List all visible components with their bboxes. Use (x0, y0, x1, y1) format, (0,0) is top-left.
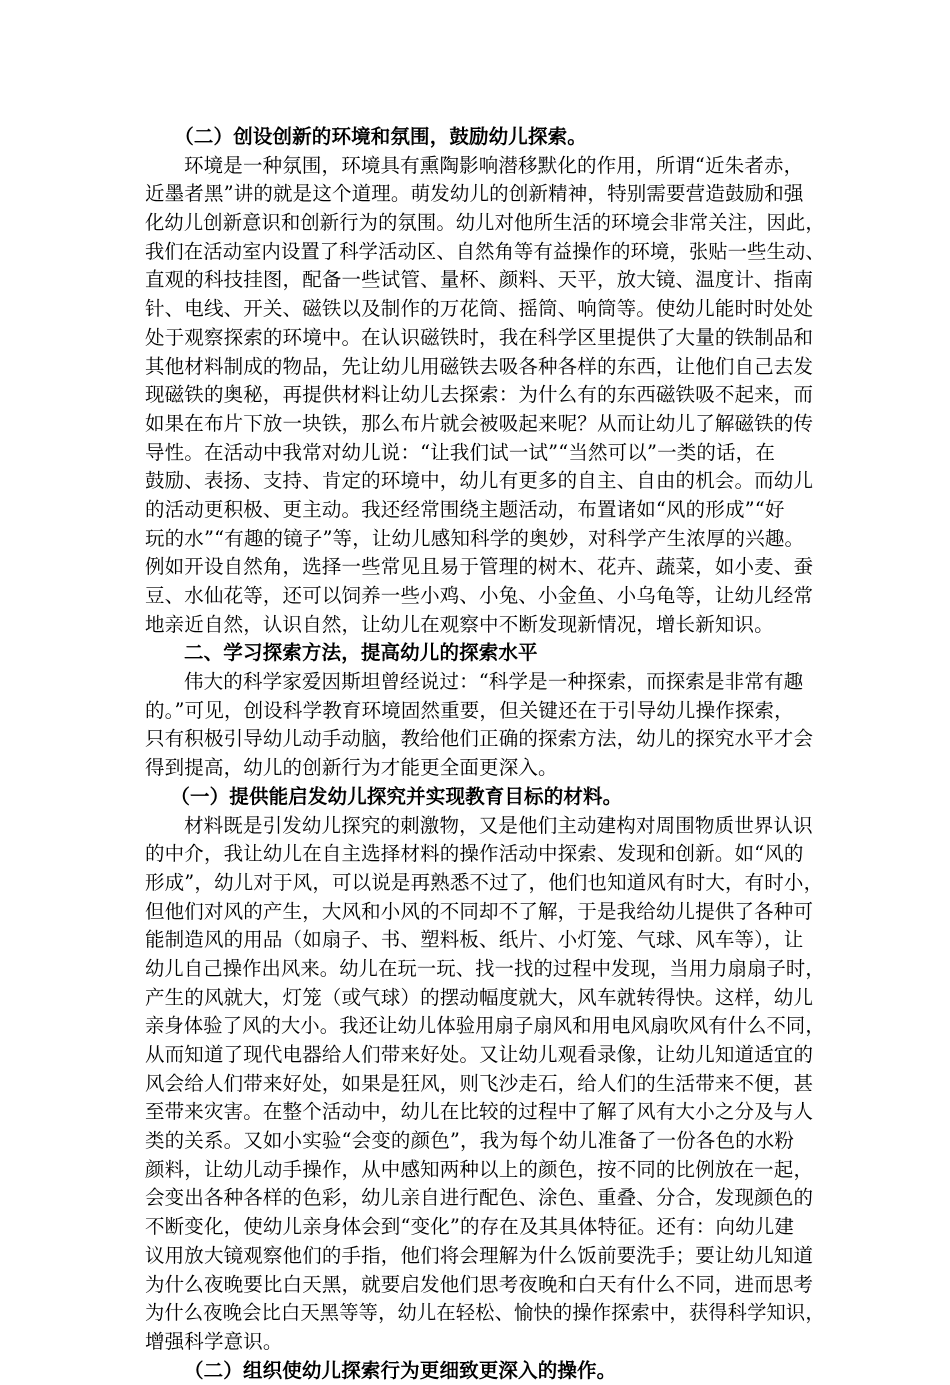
paragraph-line: 豆、水仙花等，还可以饲养一些小鸡、小兔、小金鱼、小乌龟等，让幼儿经常 (145, 584, 814, 607)
paragraph-line: 能制造风的用品（如扇子、书、塑料板、纸片、小灯笼、气球、风车等），让 (145, 928, 804, 952)
paragraph-line: 的中介，我让幼儿在自主选择材料的操作活动中探索、发现和创新。如“风的 (145, 842, 804, 866)
section-heading: 二、学习探索方法，提高幼儿的探索水平 (184, 641, 538, 665)
paragraph-line: 不断变化，使幼儿亲身体会到“变化”的存在及其具体特征。还有：向幼儿建 (145, 1215, 795, 1239)
paragraph-line: 现磁铁的奥秘，再提供材料让幼儿去探索：为什么有的东西磁铁吸不起来，而 (145, 383, 814, 407)
paragraph-line: 地亲近自然，认识自然，让幼儿在观察中不断发现新情况，增长新知识。 (145, 612, 774, 636)
paragraph-line: 为什么夜晚要比白天黑，就要启发他们思考夜晚和白天有什么不同，进而思考 (145, 1272, 814, 1296)
paragraph-line: 亲身体验了风的大小。我还让幼儿体验用扇子扇风和用电风扇吹风有什么不同， (145, 1014, 825, 1038)
paragraph-line: 例如开设自然角，选择一些常见且易于管理的树木、花卉、蔬菜，如小麦、蚕 (145, 555, 814, 579)
paragraph-line: 导性。在活动中我常对幼儿说：“让我们试一试”“当然可以”一类的话，在 (145, 440, 775, 464)
paragraph-line: 幼儿自己操作出风来。幼儿在玩一玩、找一找的过程中发现，当用力扇扇子时， (145, 956, 825, 980)
paragraph-line: 只有积极引导幼儿动手动脑，教给他们正确的探索方法，幼儿的探究水平才会 (145, 727, 814, 751)
paragraph-line: 为什么夜晚会比白天黑等等，幼儿在轻松、愉快的操作探索中，获得科学知识， (145, 1301, 825, 1325)
paragraph-line: 但他们对风的产生，大风和小风的不同却不了解，于是我给幼儿提供了各种可 (145, 899, 814, 923)
section-heading: （二）组织使幼儿探索行为更细致更深入的操作。 (184, 1358, 617, 1382)
paragraph-line: 增强科学意识。 (145, 1329, 283, 1353)
section-heading: （一）提供能启发幼儿探究并实现教育目标的材料。 (170, 784, 623, 808)
paragraph-line: 议用放大镜观察他们的手指，他们将会理解为什么饭前要洗手；要让幼儿知道 (145, 1243, 814, 1267)
paragraph-line: 材料既是引发幼儿探究的刺激物，又是他们主动建构对周围物质世界认识 (184, 813, 813, 837)
paragraph-line: 针、电线、开关、磁铁以及制作的万花筒、摇筒、响筒等。使幼儿能时时处处 (145, 297, 814, 321)
paragraph-line: 至带来灾害。在整个活动中，幼儿在比较的过程中了解了风有大小之分及与人 (145, 1100, 814, 1124)
paragraph-line: 环境是一种氛围，环境具有熏陶影响潜移默化的作用，所谓“近朱者赤， (184, 153, 804, 177)
paragraph-line: 我们在活动室内设置了科学活动区、自然角等有益操作的环境，张贴一些生动、 (145, 239, 825, 263)
section-heading: （二）创设创新的环境和氛围，鼓励幼儿探索。 (174, 125, 587, 148)
paragraph-line: 的。”可见，创设科学教育环境固然重要，但关键还在于引导幼儿操作探索， (145, 698, 794, 722)
paragraph-line: 直观的科技挂图，配备一些试管、量杯、颜料、天平，放大镜、温度计、指南 (145, 268, 814, 292)
paragraph-line: 如果在布片下放一块铁，那么布片就会被吸起来呢？从而让幼儿了解磁铁的传 (145, 411, 814, 435)
paragraph-line: 的活动更积极、更主动。我还经常围绕主题活动，布置诸如“风的形成”“好 (145, 497, 785, 521)
paragraph-line: 得到提高，幼儿的创新行为才能更全面更深入。 (145, 756, 558, 780)
paragraph-line: 颜料，让幼儿动手操作，从中感知两种以上的颜色，按不同的比例放在一起， (145, 1157, 814, 1181)
document-page (145, 123, 825, 1385)
paragraph-line: 近墨者黑”讲的就是这个道理。萌发幼儿的创新精神，特别需要营造鼓励和强 (145, 182, 804, 206)
paragraph-line: 处于观察探索的环境中。在认识磁铁时，我在科学区里提供了大量的铁制品和 (145, 325, 814, 349)
paragraph-line: 伟大的科学家爱因斯坦曾经说过：“科学是一种探索，而探索是非常有趣 (184, 670, 804, 694)
paragraph-line: 其他材料制成的物品，先让幼儿用磁铁去吸各种各样的东西，让他们自己去发 (145, 354, 814, 378)
paragraph-line: 玩的水”“有趣的镜子”等，让幼儿感知科学的奥妙，对科学产生浓厚的兴趣。 (145, 526, 805, 550)
paragraph-line: 化幼儿创新意识和创新行为的氛围。幼儿对他所生活的环境会非常关注，因此， (145, 211, 825, 235)
paragraph-line: 形成”，幼儿对于风，可以说是再熟悉不过了，他们也知道风有时大，有时小， (145, 870, 824, 894)
paragraph-line: 会变出各种各样的色彩，幼儿亲自进行配色、涂色、重叠、分合，发现颜色的 (145, 1186, 814, 1210)
paragraph-line: 类的关系。又如小实验“会变的颜色”，我为每个幼儿准备了一份各色的水粉 (145, 1129, 795, 1153)
paragraph-line: 风会给人们带来好处，如果是狂风，则飞沙走石，给人们的生活带来不便，甚 (145, 1071, 814, 1095)
paragraph-line: 产生的风就大，灯笼（或气球）的摆动幅度就大，风车就转得快。这样，幼儿 (145, 985, 814, 1009)
paragraph-line: 从而知道了现代电器给人们带来好处。又让幼儿观看录像，让幼儿知道适宜的 (145, 1043, 814, 1066)
paragraph-line: 鼓励、表扬、支持、肯定的环境中，幼儿有更多的自主、自由的机会。而幼儿 (145, 469, 814, 493)
